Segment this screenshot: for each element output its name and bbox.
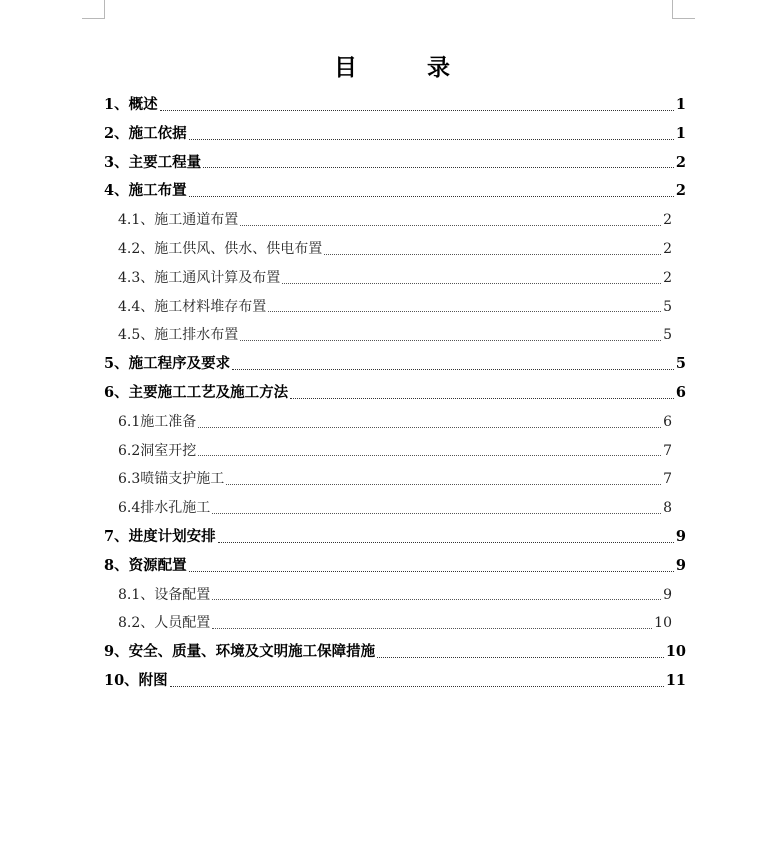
toc-entry-page-number: 2 bbox=[675, 153, 686, 171]
toc-entry-label: 6.3喷锚支护施工 bbox=[118, 471, 225, 488]
toc-dot-leader bbox=[282, 283, 661, 284]
toc-entry-page-number: 11 bbox=[665, 671, 686, 689]
toc-dot-leader bbox=[240, 225, 661, 226]
toc-dot-leader bbox=[160, 110, 674, 111]
toc-entry-label: 5、施工程序及要求 bbox=[104, 355, 231, 373]
toc-entry-page-number: 10 bbox=[665, 643, 686, 661]
toc-entry-page-number: 1 bbox=[675, 124, 686, 142]
toc-entry-page-number: 2 bbox=[663, 240, 672, 257]
toc-entry-label: 8.2、人员配置 bbox=[118, 615, 211, 632]
toc-heading-char-1: 目 bbox=[334, 54, 357, 81]
toc-entry-label: 8.1、设备配置 bbox=[118, 586, 211, 603]
toc-entry-page-number: 7 bbox=[663, 442, 672, 459]
toc-subentry[interactable] bbox=[104, 465, 686, 494]
toc-entry-page-number: 5 bbox=[675, 355, 686, 373]
toc-entry-page-number: 10 bbox=[654, 615, 672, 632]
toc-entry-label: 4.2、施工供风、供水、供电布置 bbox=[118, 240, 323, 257]
toc-heading-char-2: 录 bbox=[427, 54, 450, 81]
toc-entry-label: 9、安全、质量、环境及文明施工保障措施 bbox=[104, 643, 376, 661]
toc-entry-label: 6.1施工准备 bbox=[118, 413, 197, 430]
toc-entry-label: 6、主要施工工艺及施工方法 bbox=[104, 383, 289, 401]
toc-entry-label: 3、主要工程量 bbox=[104, 153, 202, 171]
toc-dot-leader bbox=[198, 455, 661, 456]
toc-dot-leader bbox=[240, 340, 661, 341]
toc-subentry[interactable] bbox=[104, 264, 686, 293]
toc-dot-leader bbox=[226, 484, 661, 485]
toc-dot-leader bbox=[198, 427, 661, 428]
toc-entry[interactable] bbox=[104, 350, 686, 379]
toc-entry-page-number: 5 bbox=[663, 298, 672, 315]
toc-entry-page-number: 2 bbox=[663, 269, 672, 286]
toc-heading bbox=[0, 49, 784, 82]
toc-subentry[interactable] bbox=[104, 437, 686, 466]
toc-entry-label: 6.2洞室开挖 bbox=[118, 442, 197, 459]
toc-subentry[interactable] bbox=[104, 408, 686, 437]
toc-dot-leader bbox=[203, 167, 674, 168]
toc-dot-leader bbox=[189, 196, 674, 197]
toc-entry-label: 4.3、施工通风计算及布置 bbox=[118, 269, 281, 286]
toc-dot-leader bbox=[189, 571, 674, 572]
toc-entry-page-number: 1 bbox=[675, 96, 686, 113]
toc-entry[interactable] bbox=[104, 523, 686, 552]
toc-entry-page-number: 5 bbox=[663, 327, 672, 344]
toc-dot-leader bbox=[170, 686, 664, 687]
toc-entry-label: 4.5、施工排水布置 bbox=[118, 327, 239, 344]
toc-dot-leader bbox=[268, 311, 661, 312]
toc-entry-label: 4.1、施工通道布置 bbox=[118, 212, 239, 229]
toc-entry-page-number: 6 bbox=[663, 413, 672, 430]
toc-dot-leader bbox=[212, 513, 661, 514]
toc-entry[interactable] bbox=[104, 552, 686, 581]
toc-entry-label: 10、附图 bbox=[104, 671, 168, 689]
toc-subentry[interactable] bbox=[104, 321, 686, 350]
toc-entry-page-number: 6 bbox=[675, 383, 686, 401]
toc-entry[interactable] bbox=[104, 91, 686, 120]
toc-entry-page-number: 7 bbox=[663, 471, 672, 488]
page-corner-mark-left bbox=[82, 0, 105, 19]
toc-entry[interactable] bbox=[104, 379, 686, 408]
toc-entry-page-number: 9 bbox=[663, 586, 672, 603]
toc-dot-leader bbox=[212, 628, 652, 629]
toc-entry-label: 2、施工依据 bbox=[104, 124, 187, 142]
toc-dot-leader bbox=[212, 599, 661, 600]
toc-entry-label: 8、资源配置 bbox=[104, 556, 187, 574]
toc-entry[interactable] bbox=[104, 149, 686, 178]
toc-entry[interactable] bbox=[104, 120, 686, 149]
toc-subentry[interactable] bbox=[104, 293, 686, 322]
toc-subentry[interactable] bbox=[104, 235, 686, 264]
toc-entry-page-number: 2 bbox=[663, 212, 672, 229]
toc-entry[interactable] bbox=[104, 667, 686, 696]
toc-entry-page-number: 9 bbox=[675, 556, 686, 574]
toc-dot-leader bbox=[232, 369, 674, 370]
toc-entry-label: 4.4、施工材料堆存布置 bbox=[118, 298, 267, 315]
toc-entry-page-number: 2 bbox=[675, 182, 686, 200]
toc-dot-leader bbox=[377, 657, 664, 658]
toc-dot-leader bbox=[189, 139, 674, 140]
toc-entry-label: 1、概述 bbox=[104, 96, 158, 113]
toc-entry-label: 4、施工布置 bbox=[104, 182, 187, 200]
toc-subentry[interactable] bbox=[104, 609, 686, 638]
toc-entry-page-number: 9 bbox=[675, 527, 686, 545]
toc-entry[interactable] bbox=[104, 638, 686, 667]
toc-subentry[interactable] bbox=[104, 494, 686, 523]
toc-dot-leader bbox=[324, 254, 661, 255]
toc-subentry[interactable] bbox=[104, 581, 686, 610]
toc-entry-page-number: 8 bbox=[663, 500, 672, 517]
toc-dot-leader bbox=[290, 398, 674, 399]
toc-dot-leader bbox=[218, 542, 674, 543]
toc-entry-label: 6.4排水孔施工 bbox=[118, 500, 211, 517]
table-of-contents bbox=[104, 91, 686, 696]
toc-entry[interactable] bbox=[104, 177, 686, 206]
toc-subentry[interactable] bbox=[104, 206, 686, 235]
toc-entry-label: 7、进度计划安排 bbox=[104, 527, 216, 545]
page-corner-mark-right bbox=[672, 0, 695, 19]
